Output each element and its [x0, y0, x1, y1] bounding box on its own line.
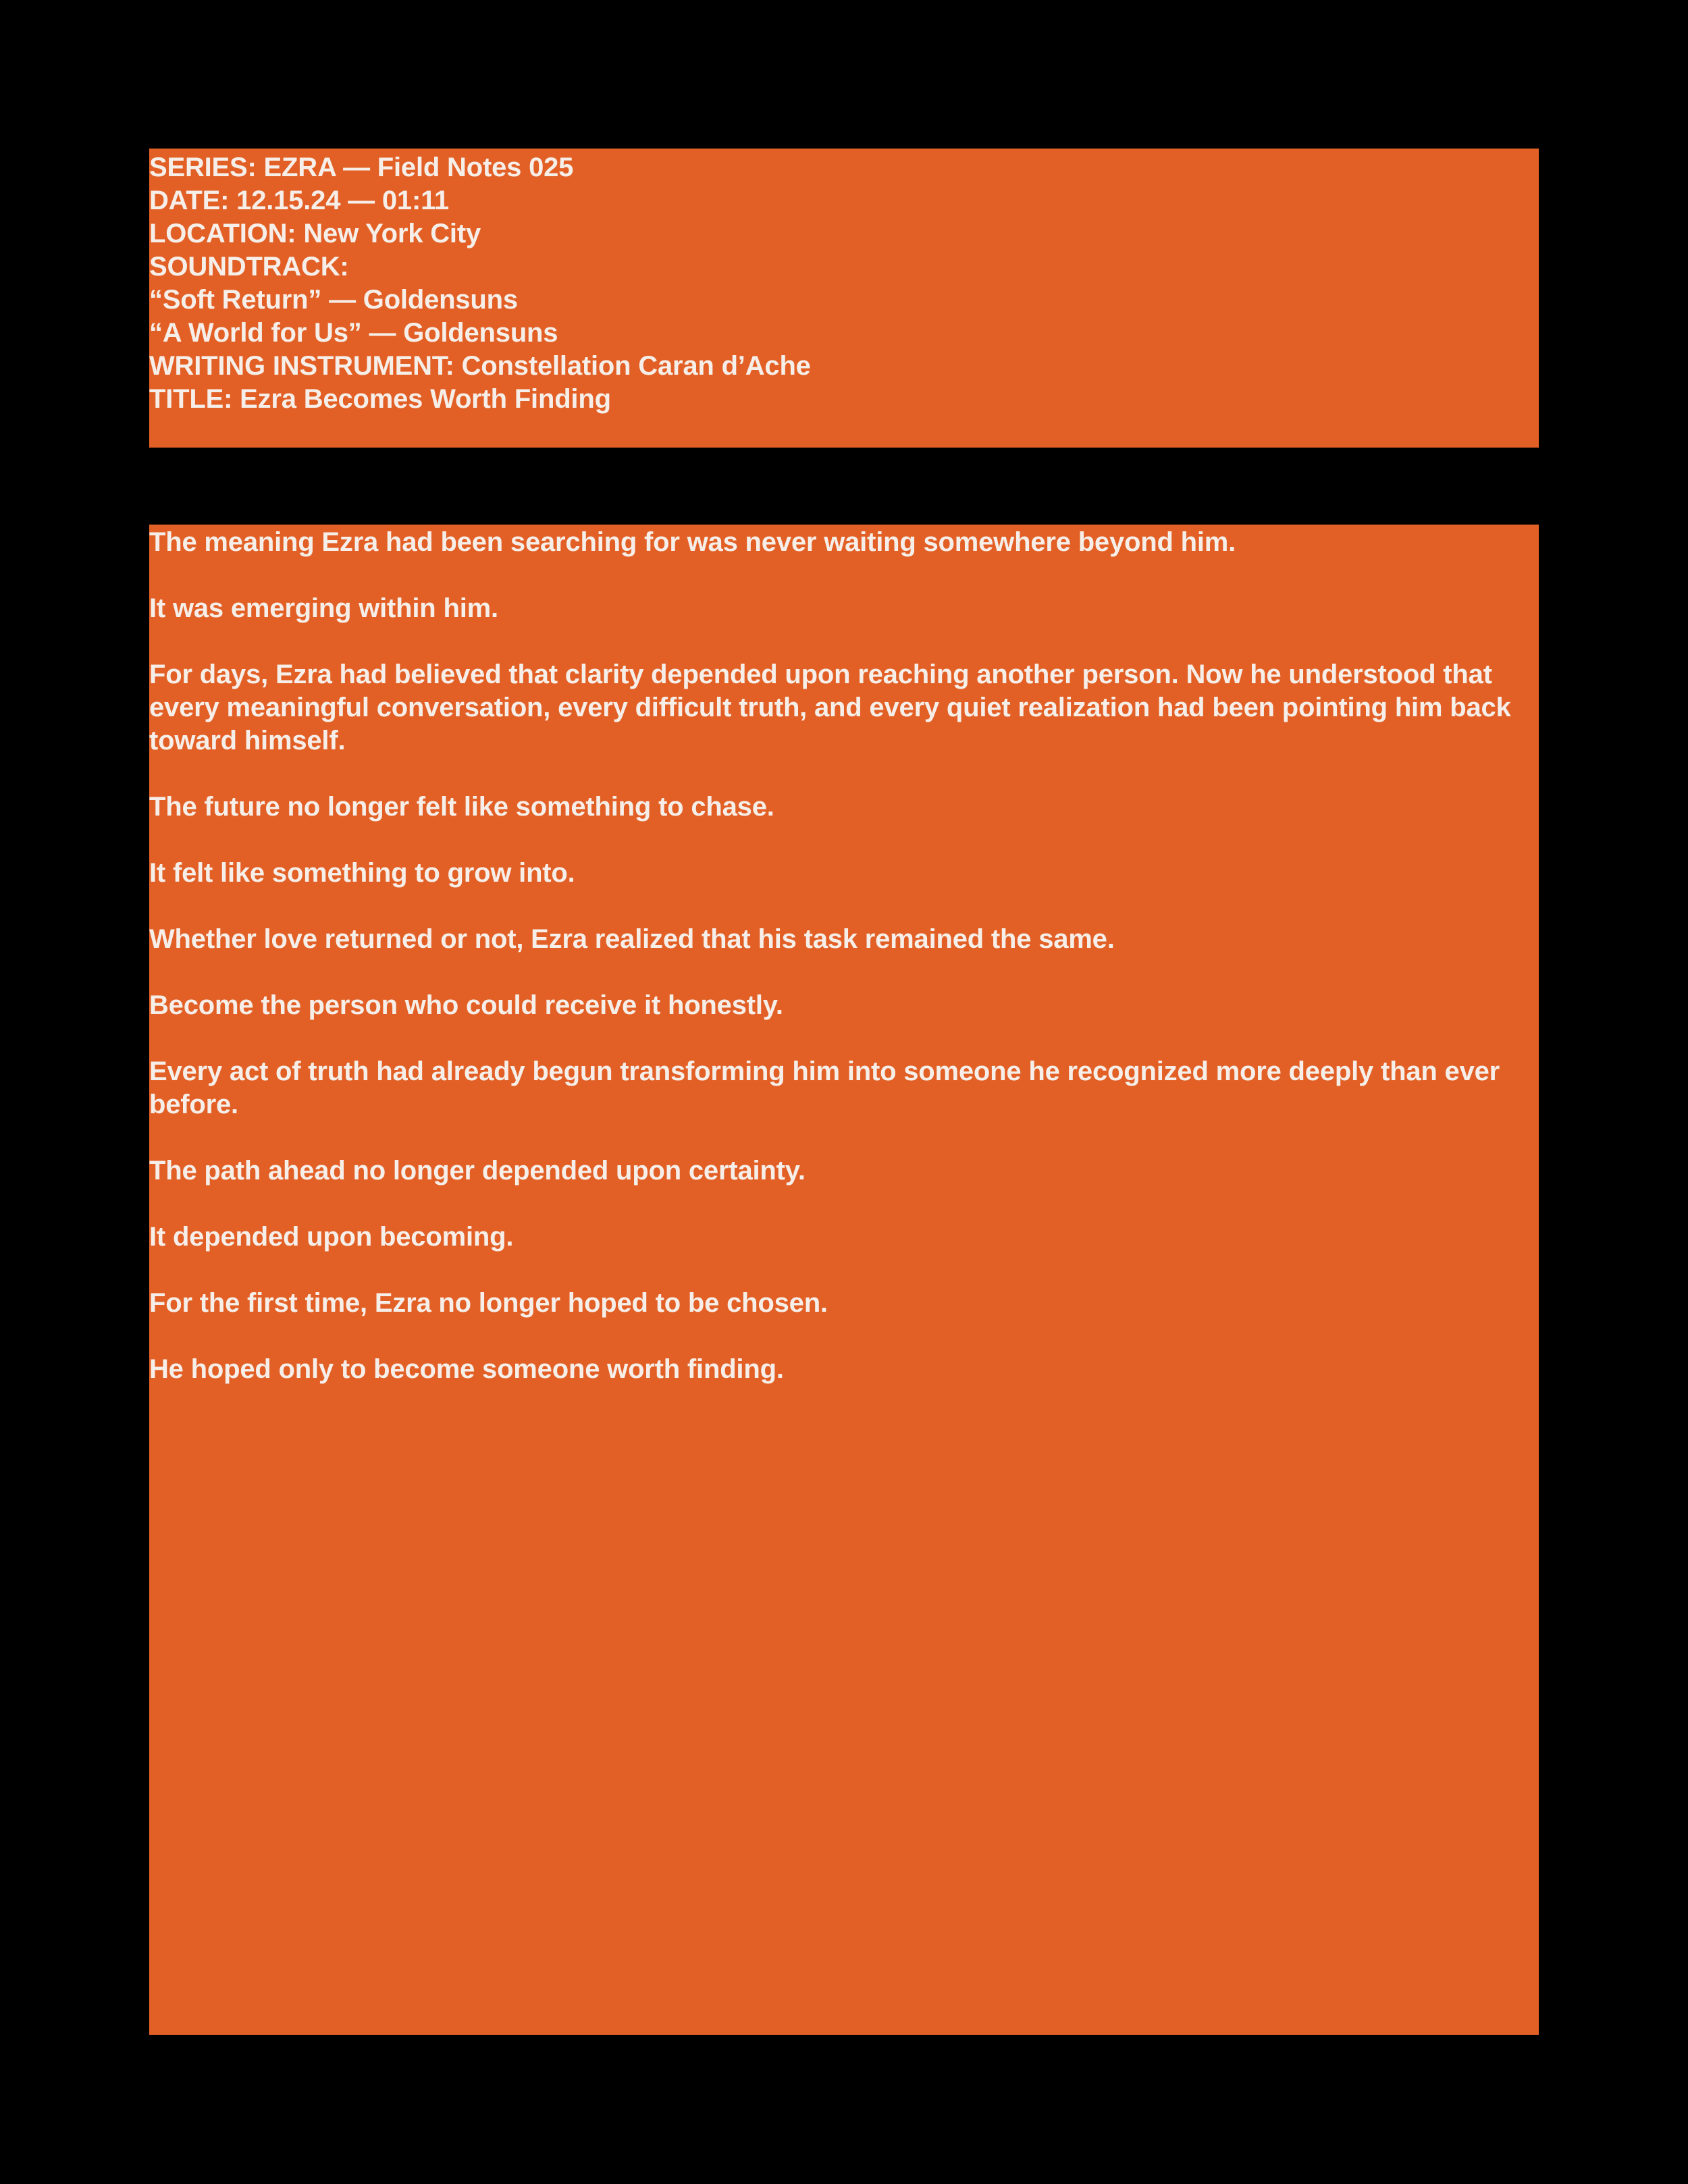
title-line: TITLE: Ezra Becomes Worth Finding [149, 384, 611, 414]
writing-instrument-line: WRITING INSTRUMENT: Constellation Caran d’Ache [149, 351, 811, 381]
body-paragraph: Become the person who could receive it honestly. [149, 990, 783, 1020]
body-paragraph: For the first time, Ezra no longer hoped to be chosen. [149, 1288, 828, 1318]
body-paragraph: Whether love returned or not, Ezra realized that his task remained the same. [149, 924, 1115, 954]
body-paragraph: Every act of truth had already begun transforming him into someone he recognized more deeply than ever before. [149, 1057, 1500, 1119]
body-paragraph: For days, Ezra had believed that clarity depended upon reaching another person. Now he understood that every meaningful conversation, every difficult truth, and every quiet realization had been pointing him back toward himself. [149, 660, 1511, 755]
body-paragraph: He hoped only to become someone worth finding. [149, 1354, 784, 1384]
body-paragraph: It depended upon becoming. [149, 1222, 514, 1252]
body-paragraph: It felt like something to grow into. [149, 858, 575, 888]
location-line: LOCATION: New York City [149, 219, 481, 248]
body-paragraph: It was emerging within him. [149, 593, 498, 623]
body-paragraph: The meaning Ezra had been searching for was never waiting somewhere beyond him. [149, 527, 1236, 557]
soundtrack-label: SOUNDTRACK: [149, 252, 349, 282]
body-paragraph: The path ahead no longer depended upon certainty. [149, 1156, 806, 1186]
soundtrack-track: “A World for Us” — Goldensuns [149, 318, 558, 348]
series-line: SERIES: EZRA — Field Notes 025 [149, 153, 574, 182]
date-line: DATE: 12.15.24 — 01:11 [149, 186, 449, 215]
metadata-panel [149, 149, 1539, 448]
soundtrack-track: “Soft Return” — Goldensuns [149, 285, 518, 315]
body-paragraph: The future no longer felt like something to chase. [149, 792, 774, 822]
body-text-panel [149, 525, 1539, 2035]
